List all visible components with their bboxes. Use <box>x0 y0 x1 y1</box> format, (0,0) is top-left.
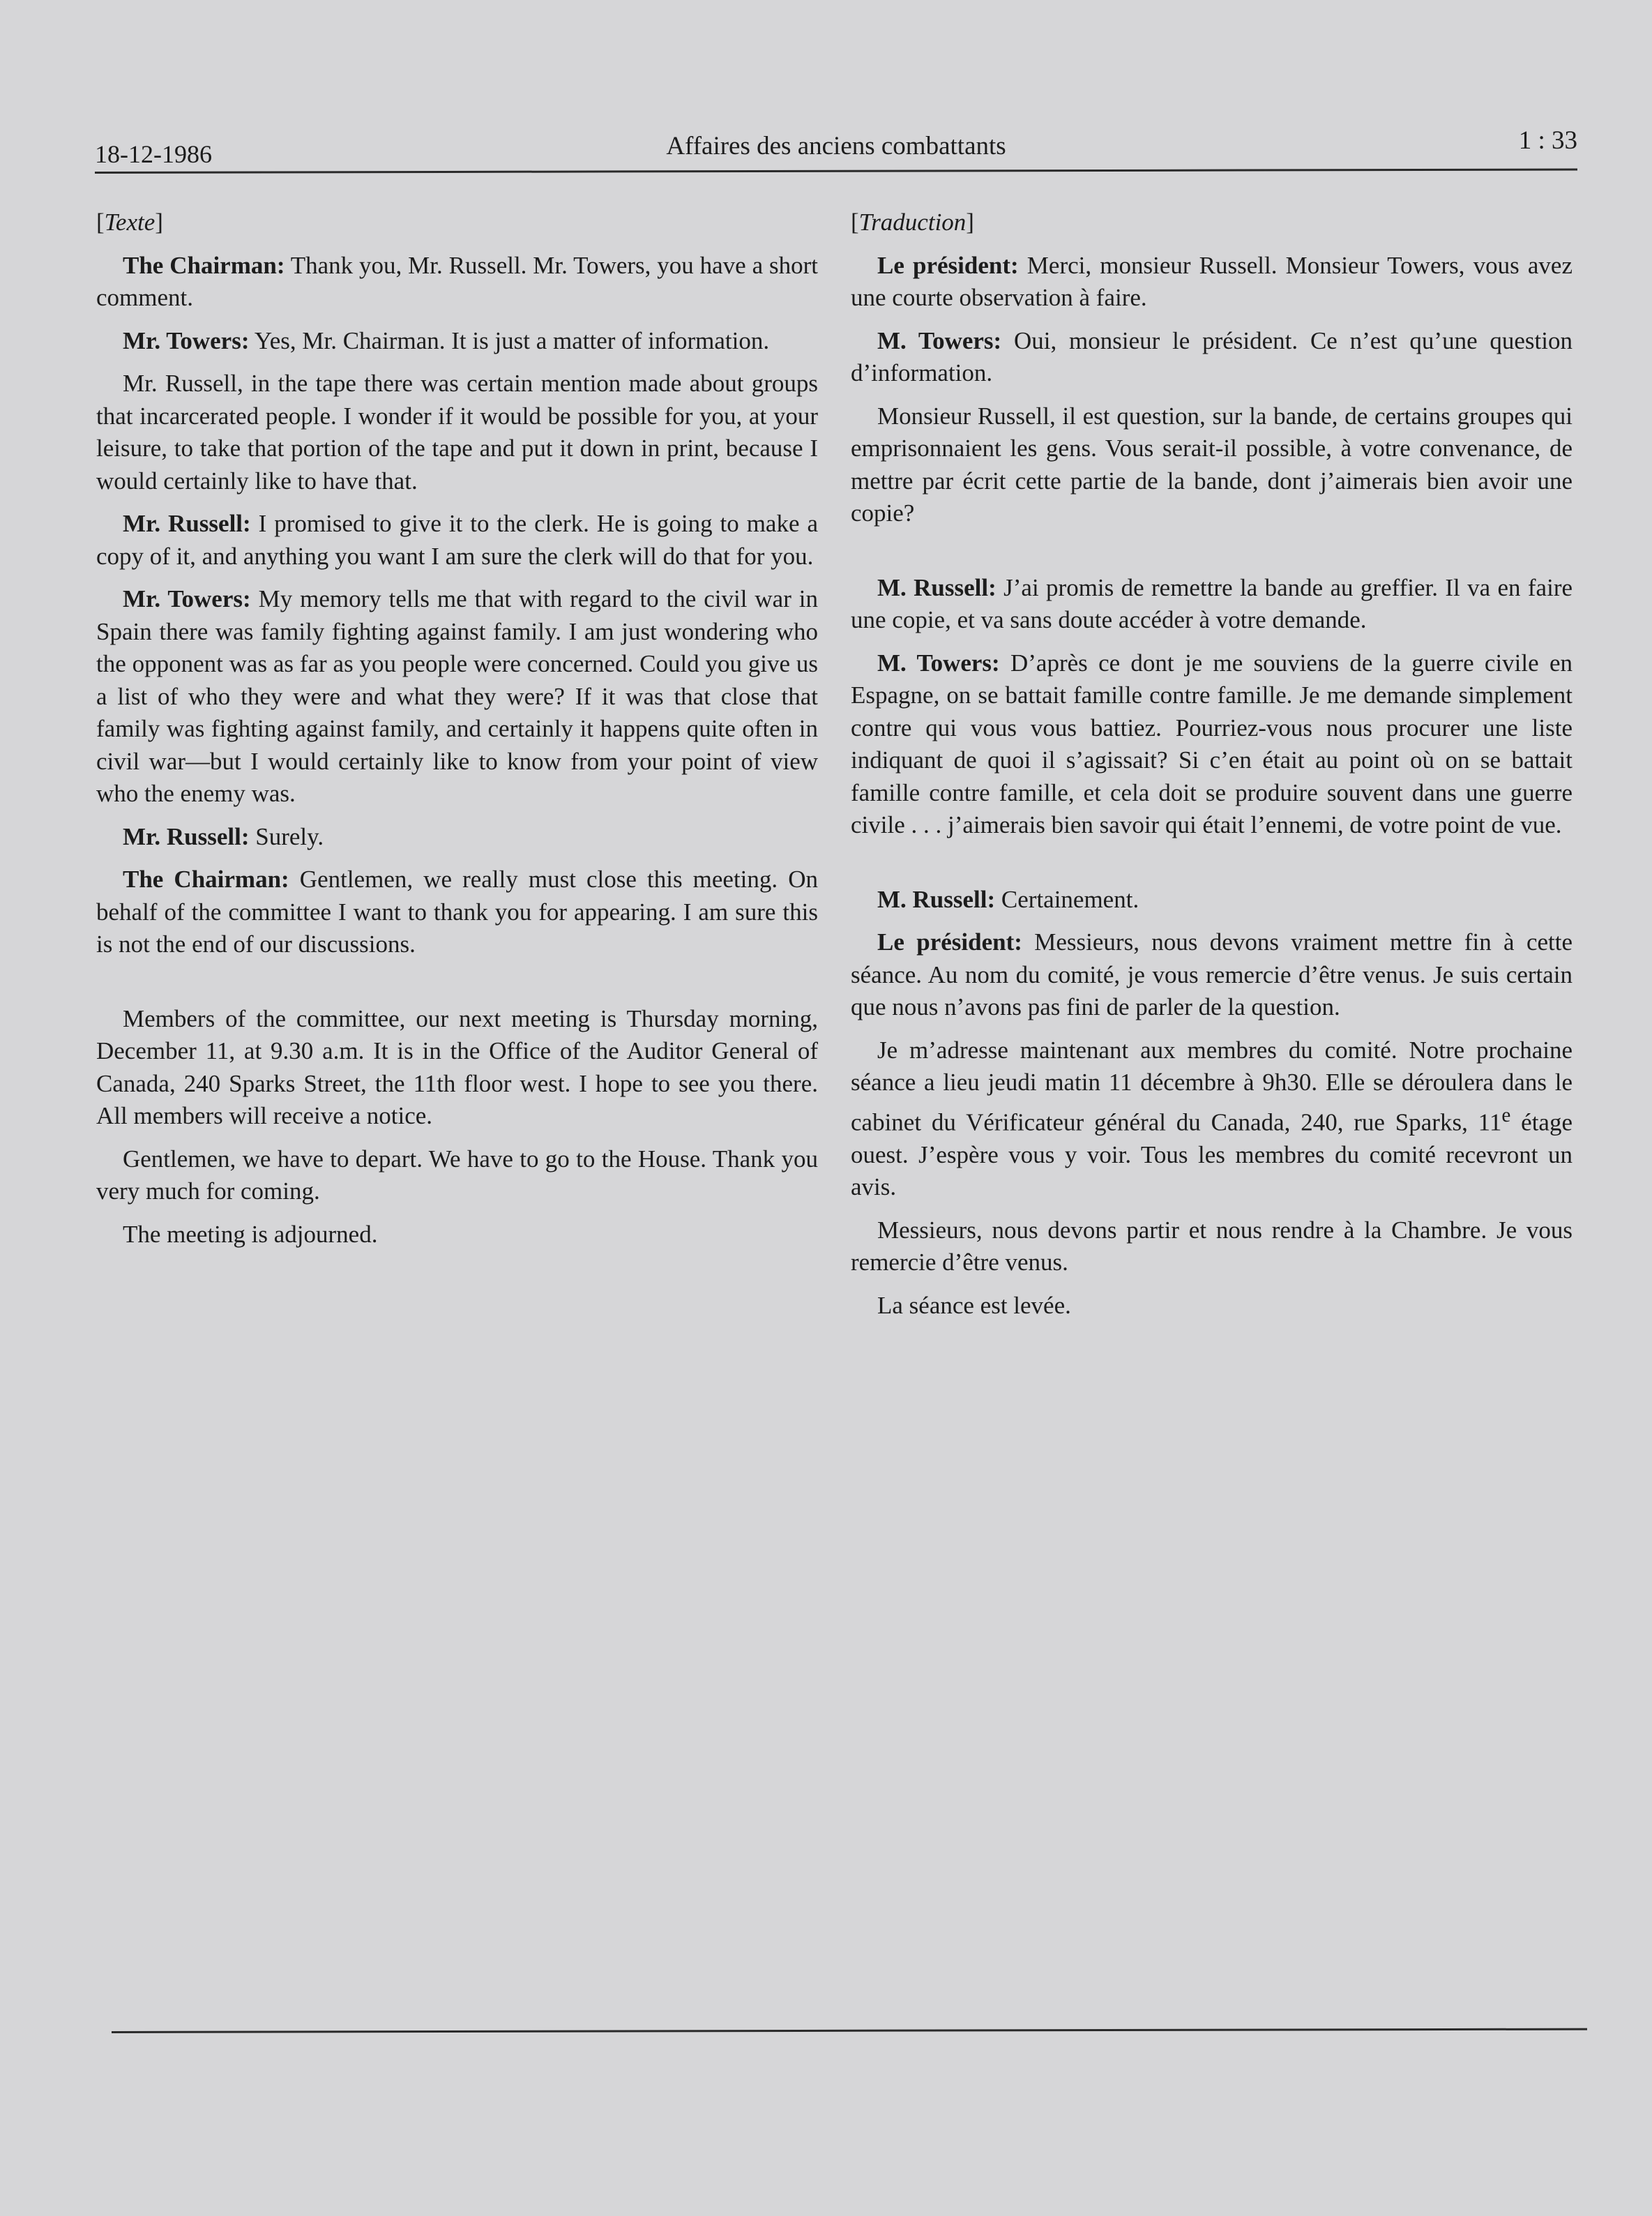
page-header <box>95 126 1577 174</box>
footer-rule <box>112 2028 1587 2033</box>
speaker-name: The Chairman: <box>123 866 289 893</box>
french-column <box>851 206 1573 1332</box>
english-paragraph: The Chairman: Thank you, Mr. Russell. Mr. Towers, you have a short comment. <box>96 251 818 311</box>
french-paragraph: M. Russell: J’ai promis de remettre la bande au greffier. Il va en faire une copie, et va sans doute accéder à votre demande. <box>851 573 1573 633</box>
french-paragraph: Le président: Merci, monsieur Russell. Monsieur Towers, vous avez une courte observation à faire. <box>851 251 1573 311</box>
french-paragraph: Messieurs, nous devons partir et nous rendre à la Chambre. Je vous remercie d’être venus. <box>851 1216 1573 1276</box>
french-paragraph: Le président: Messieurs, nous devons vraiment mettre fin à cette séance. Au nom du comité, je vous remercie d’être venus. Je suis certain que nous n’avons pas fini de parler de la question. <box>851 928 1573 1020</box>
french-paragraph: La séance est levée. <box>877 1291 1071 1319</box>
speaker-name: The Chairman: <box>123 251 285 279</box>
speaker-name: Mr. Towers: <box>123 585 251 612</box>
speaker-name: M. Towers: <box>877 326 1002 354</box>
speaker-name: Mr. Russell: <box>123 822 250 850</box>
english-paragraph: The Chairman: Gentlemen, we really must close this meeting. On behalf of the committee I want to thank you for appearing. I am sure this is not the end of our discussions. <box>96 866 819 958</box>
french-paragraph: M. Towers: D’après ce dont je me souviens de la guerre civile en Espagne, on se battait famille contre famille. Je me demande simplement contre qui vous vous battiez. Pourriez-vous nous procurer une liste indiquant de quoi il s’agissait? Si c’en était au point où on se battait famille contre famille, et cela doit se produire souvent dans une guerre civile . . . j’aimerais bien savoir qui était l’ennemi, de votre point de vue. <box>851 649 1573 838</box>
english-paragraph: Mr. Russell: I promised to give it to the clerk. He is going to make a copy of it, and anything you want I am sure the clerk will do that for you. <box>96 510 818 570</box>
header-date: 18-12-1986 <box>95 140 212 168</box>
french-paragraph: Je m’adresse maintenant aux membres du comité. Notre prochaine séance a lieu jeudi matin 11 décembre à 9h30. Elle se déroulera dans le cabinet du Vérificateur général du Canada, 240, rue Sparks, 11e étage ouest. J’espère vous y voir. Tous les membres du comité recevront un avis. <box>851 1036 1573 1201</box>
speaker-name: Le président: <box>877 251 1019 279</box>
english-language-label: [Texte] <box>96 209 163 236</box>
speaker-name: Le président: <box>877 928 1022 956</box>
english-paragraph: The meeting is adjourned. <box>123 1220 378 1248</box>
english-column <box>96 206 818 1261</box>
english-paragraph: Mr. Towers: Yes, Mr. Chairman. It is just a matter of information. <box>123 326 770 354</box>
speaker-name: Mr. Russell: <box>123 510 251 537</box>
french-paragraph: M. Russell: Certainement. <box>877 885 1139 913</box>
speaker-name: M. Russell: <box>877 573 996 601</box>
english-paragraph: Gentlemen, we have to depart. We have to go to the House. Thank you very much for coming. <box>96 1145 818 1205</box>
french-paragraph: M. Towers: Oui, monsieur le président. Ce n’est qu’une question d’information. <box>851 326 1573 386</box>
french-paragraph: Monsieur Russell, il est question, sur la bande, de certains groupes qui emprisonnaient les gens. Vous serait-il possible, à votre convenance, de mettre par écrit cette partie de la bande, dont j’aimerais bien avoir une copie? <box>851 402 1573 527</box>
english-paragraph: Mr. Russell: Surely. <box>123 822 324 850</box>
header-title: Affaires des anciens combattants <box>666 132 1006 160</box>
speaker-name: M. Russell: <box>877 885 996 913</box>
english-paragraph: Members of the committee, our next meeting is Thursday morning, December 11, at 9.30 a.m. It is in the Office of the Auditor General of Canada, 240 Sparks Street, the 11th floor west. I hope to see you there. All members will receive a notice. <box>96 1004 818 1129</box>
english-paragraph: Mr. Russell, in the tape there was certain mention made about groups that incarcerated people. I wonder if it would be possible for you, at your leisure, to take that portion of the tape and put it down in print, because I would certainly like to have that. <box>96 370 818 495</box>
english-paragraph: Mr. Towers: My memory tells me that with regard to the civil war in Spain there was family fighting against family. I am just wondering who the opponent was as far as you people were concerned. Could you give us a list of who they were and what they were? If it was that close that family was fighting against family, and certainly it happens quite often in civil war—but I would certainly like to know from your point of view who the enemy was. <box>96 585 819 807</box>
speaker-name: Mr. Towers: <box>123 326 250 354</box>
header-page-number: 1 : 33 <box>1518 126 1577 155</box>
speaker-name: M. Towers: <box>877 649 1000 677</box>
french-language-label: [Traduction] <box>851 209 974 236</box>
